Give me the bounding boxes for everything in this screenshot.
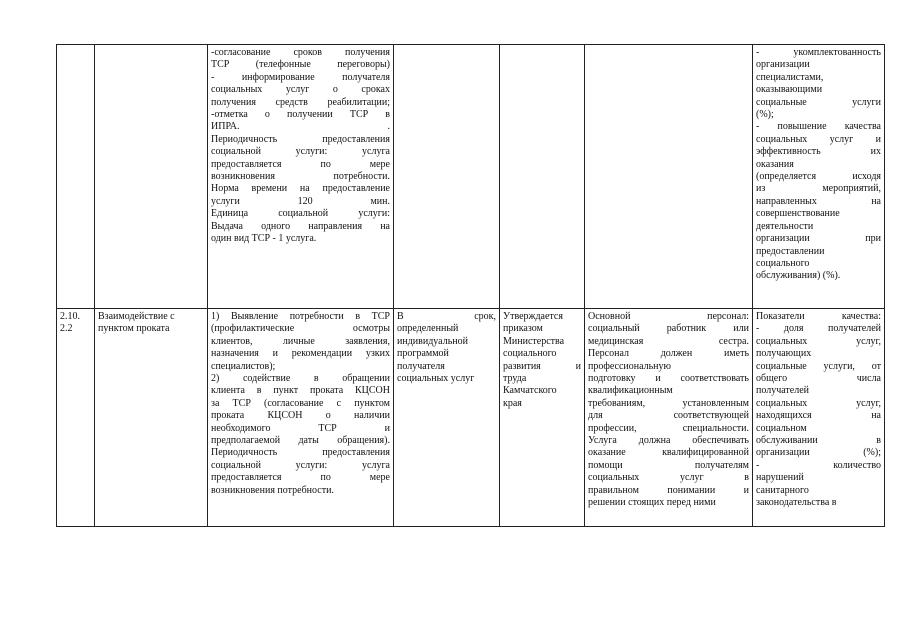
cell-term [394,309,500,527]
cell-conditions [585,309,753,527]
text-line: Периодичность предоставления [211,133,390,145]
text-line: возникновения потребности. [211,484,334,496]
text-line: специалистов); [211,360,276,372]
text-line: из мероприятий, [756,183,881,195]
text-line: оказания [756,158,794,170]
text-line: определенный [397,323,459,335]
text-line: назначения и рекомендации узких [211,348,390,360]
text-line: находящихся на [756,410,881,422]
text-line: предоставляется по мере [211,472,390,484]
text-line: Выдача одного направления на [211,220,390,232]
text-line: общего числа [756,373,881,385]
text-line: необходимого ТСР и [211,422,390,434]
text-line: социальный работник или [588,323,749,335]
text-line: социальном [756,422,807,434]
text-line: профессиональную [588,360,671,372]
text-line: организации (%); [756,447,881,459]
text-line: - укомплектованность [756,47,881,58]
text-line: Персонал должен иметь [588,348,749,360]
text-line: программой [397,348,449,360]
text-line: возникновения потребности. [211,171,390,183]
text-line: за ТСР (согласование с пунктом [211,397,390,409]
text-line: помощи получателям [588,459,749,471]
text-line: (профилактические осмотры [211,323,390,335]
text-line: эффективность их [756,146,881,158]
text-line: получения средств реабилитации; [211,96,390,108]
text-line: ТСР (телефонные переговоры) [211,59,390,71]
text-line: получателя [397,360,445,372]
text-line: социальной услуги: услуга [211,146,390,158]
text-line: нарушений [756,472,804,484]
text-line: организации [756,59,810,71]
text-line: специалистами, [756,71,824,83]
text-line: Услуга должна обеспечивать [588,435,749,447]
text-line: ИПРА. . [211,121,390,133]
text-line: направленных на [756,195,881,207]
text-line: приказом [503,323,543,335]
text-line: социальные услуги [756,96,881,108]
text-line: 2.2 [60,323,73,335]
text-line: 2.10. [60,311,80,322]
text-line: социальных услуг [397,373,475,385]
text-line: законодательства в [756,497,837,509]
text-line: Норма времени на предоставление [211,183,390,195]
text-line: оказание квалифицированной [588,447,749,459]
text-line: услуги 120 мин. [211,195,390,207]
text-line: (определяется исходя [756,171,881,183]
text-line: предоставляется по мере [211,158,390,170]
text-line: предполагаемой даты обращения). [211,435,390,447]
text-line: социальных услуг, [756,335,881,347]
text-line: квалификационным [588,385,673,397]
text-line: обслуживания) (%). [756,270,841,282]
text-line: обслуживании в [756,435,881,447]
services-table [56,44,885,527]
cell-number [57,309,95,527]
text-line: требованиям, установленным [588,397,749,409]
text-line: В срок, [397,311,496,322]
text-line: края [503,397,522,409]
text-line: клиента в пункт проката КЦСОН [211,385,390,397]
table-row [57,45,885,309]
text-line: один вид ТСР - 1 услуга. [211,233,317,245]
text-line: 1) Выявление потребности в ТСР [211,311,390,322]
text-line: социальные услуги, от [756,360,881,372]
cell-tariff [500,309,585,527]
text-line: получающих [756,348,812,360]
text-line: решении стоящих перед ними [588,497,716,509]
text-line: развития и [503,360,581,372]
text-line: - информирование получателя [211,71,390,83]
cell-number [57,45,95,309]
text-line: Министерства [503,335,565,347]
text-line: -согласование сроков получения [211,47,390,58]
text-line: совершенствование [756,208,840,220]
table-row [57,309,885,527]
text-line: профессии, специальности. [588,422,749,434]
text-line: - доля получателей [756,323,881,335]
text-line: -отметка о получении ТСР в [211,109,390,121]
text-line: медицинская сестра. [588,335,749,347]
cell-description [208,309,394,527]
cell-tariff [500,45,585,309]
text-line: Показатели качества: [756,311,881,322]
text-line: - количество [756,459,881,471]
text-line: индивидуальной [397,335,468,347]
text-line: оказывающими [756,84,823,96]
text-line: для соответствующей [588,410,749,422]
text-line: правильном понимании и [588,484,749,496]
text-line: Камчатского [503,385,557,397]
cell-description [208,45,394,309]
cell-term [394,45,500,309]
text-line: - повышение качества [756,121,881,133]
text-line: пунктом проката [98,323,170,335]
text-line: социального [503,348,557,360]
cell-quality [753,45,885,309]
text-line: организации при [756,233,881,245]
text-line: Взаимодействие с [98,311,175,322]
text-line: клиентов, личные заявления, [211,335,390,347]
text-line: социальных услуг в [588,472,749,484]
cell-service-name [95,309,208,527]
text-line: социальных услуг, [756,397,881,409]
text-line: социального [756,257,810,269]
text-line: санитарного [756,484,809,496]
text-line: социальной услуги: услуга [211,459,390,471]
text-line: получателей [756,385,810,397]
text-line: предоставлении [756,245,825,257]
text-line: социальных услуг и [756,133,881,145]
cell-service-name [95,45,208,309]
text-line: проката КЦСОН о наличии [211,410,390,422]
text-line: деятельности [756,220,814,232]
text-line: труда [503,373,527,385]
text-line: социальных услуг о сроках [211,84,390,96]
text-line: Единица социальной услуги: [211,208,390,220]
cell-quality [753,309,885,527]
text-line: 2) содействие в обращении [211,373,390,385]
text-line: подготовку и соответствовать [588,373,749,385]
text-line: Утверждается [503,311,563,322]
text-line: Периодичность предоставления [211,447,390,459]
text-line: (%); [756,109,774,121]
text-line: Основной персонал: [588,311,749,322]
cell-conditions [585,45,753,309]
